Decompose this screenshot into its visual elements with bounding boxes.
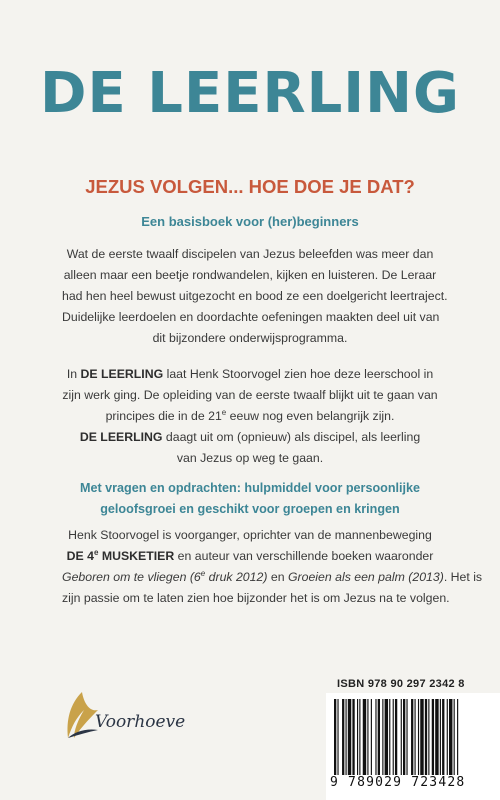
barcode-bar [393, 699, 394, 775]
feature-highlight [40, 478, 460, 520]
barcode-bar [352, 699, 354, 775]
barcode-bar [357, 699, 358, 775]
barcode-bar [382, 699, 383, 775]
description-line: In DE LEERLING laat Henk Stoorvogel zien hoe deze leerschool in [66, 367, 434, 381]
barcode-bar [447, 699, 448, 775]
intro-paragraph [62, 244, 448, 349]
barcode-bar [401, 699, 402, 775]
barcode-bars [334, 699, 492, 775]
barcode-bar [432, 699, 434, 775]
barcode-bar [440, 699, 441, 775]
barcode-bar [442, 699, 444, 775]
description-line: DE LEERLING daagt uit om (opnieuw) als discipel, als leerling [79, 430, 421, 444]
intro-line: had hen heel bewust uitgezocht en bood ze een doelgericht leertraject. [62, 289, 448, 303]
bio-line: Geboren om te vliegen (6e druk 2012) en Groeien als een palm (2013). Het is [62, 568, 483, 584]
barcode-bar [418, 699, 419, 775]
barcode-bar [415, 699, 416, 775]
intro-line: Duidelijke leerdoelen en doordachte oefeningen maakten deel uit van [62, 310, 440, 324]
book-description-paragraph [62, 364, 438, 469]
subtitle: Een basisboek voor (her)beginners [141, 214, 359, 229]
barcode-bar [367, 699, 368, 775]
highlight-line: Met vragen en opdrachten: hulpmiddel voor persoonlijke [79, 481, 421, 495]
barcode-bar [435, 699, 438, 775]
intro-line: dit bijzondere onderwijsprogramma. [152, 331, 348, 345]
description-line: zijn werk ging. De opleiding van de eerste twaalf blijkt uit te gaan van [62, 388, 438, 402]
barcode-bar [411, 699, 413, 775]
barcode-bar [428, 699, 429, 775]
barcode-bar [346, 699, 347, 775]
book-title: DE LEERLING [40, 61, 460, 126]
barcode-bar [371, 699, 372, 775]
barcode-bar [342, 699, 344, 775]
publisher-name: Voorhoeve [95, 712, 186, 732]
intro-line: Wat de eerste twaalf discipelen van Jezus beleefden was meer dan [66, 247, 434, 261]
book-title-inline: DE LEERLING [80, 367, 164, 381]
barcode-digits: 9 789029 723428 [330, 775, 466, 790]
author-bio-paragraph [62, 525, 483, 609]
barcode-bar [420, 699, 423, 775]
barcode-bar [406, 699, 407, 775]
barcode-bar [385, 699, 388, 775]
description-line: principes die in de 21e eeuw nog even belangrijk zijn. [105, 407, 395, 423]
barcode [326, 693, 500, 800]
barcode-bar [454, 699, 455, 775]
bio-line: DE 4e MUSKETIER en auteur van verschillende boeken waaronder [66, 547, 434, 563]
barcode-bar [389, 699, 390, 775]
barcode-bar [449, 699, 452, 775]
highlight-line: geloofsgroei en geschikt voor groepen en kringen [100, 502, 400, 516]
barcode-bar [395, 699, 397, 775]
bio-line: Henk Stoorvogel is voorganger, oprichter van de mannenbeweging [68, 528, 432, 542]
book-title-inline: DE LEERLING [79, 430, 163, 444]
barcode-bar [425, 699, 427, 775]
barcode-bar [378, 699, 380, 775]
tagline: JEZUS VOLGEN... HOE DOE JE DAT? [85, 176, 415, 197]
barcode-bar [363, 699, 366, 775]
description-line: van Jezus op weg te gaan. [176, 451, 324, 465]
barcode-bar [337, 699, 338, 775]
bio-line: zijn passie om te laten zien hoe bijzonder het is om Jezus na te volgen. [62, 591, 450, 605]
barcode-bar [348, 699, 351, 775]
barcode-bar [375, 699, 376, 775]
barcode-bar [334, 699, 336, 775]
isbn-label: ISBN 978 90 297 2342 8 [337, 678, 465, 690]
barcode-bar [403, 699, 405, 775]
barcode-bar [457, 699, 458, 775]
intro-line: alleen maar een beetje rondwandelen, kijken en luisteren. De Leraar [63, 268, 437, 282]
barcode-bar [359, 699, 360, 775]
